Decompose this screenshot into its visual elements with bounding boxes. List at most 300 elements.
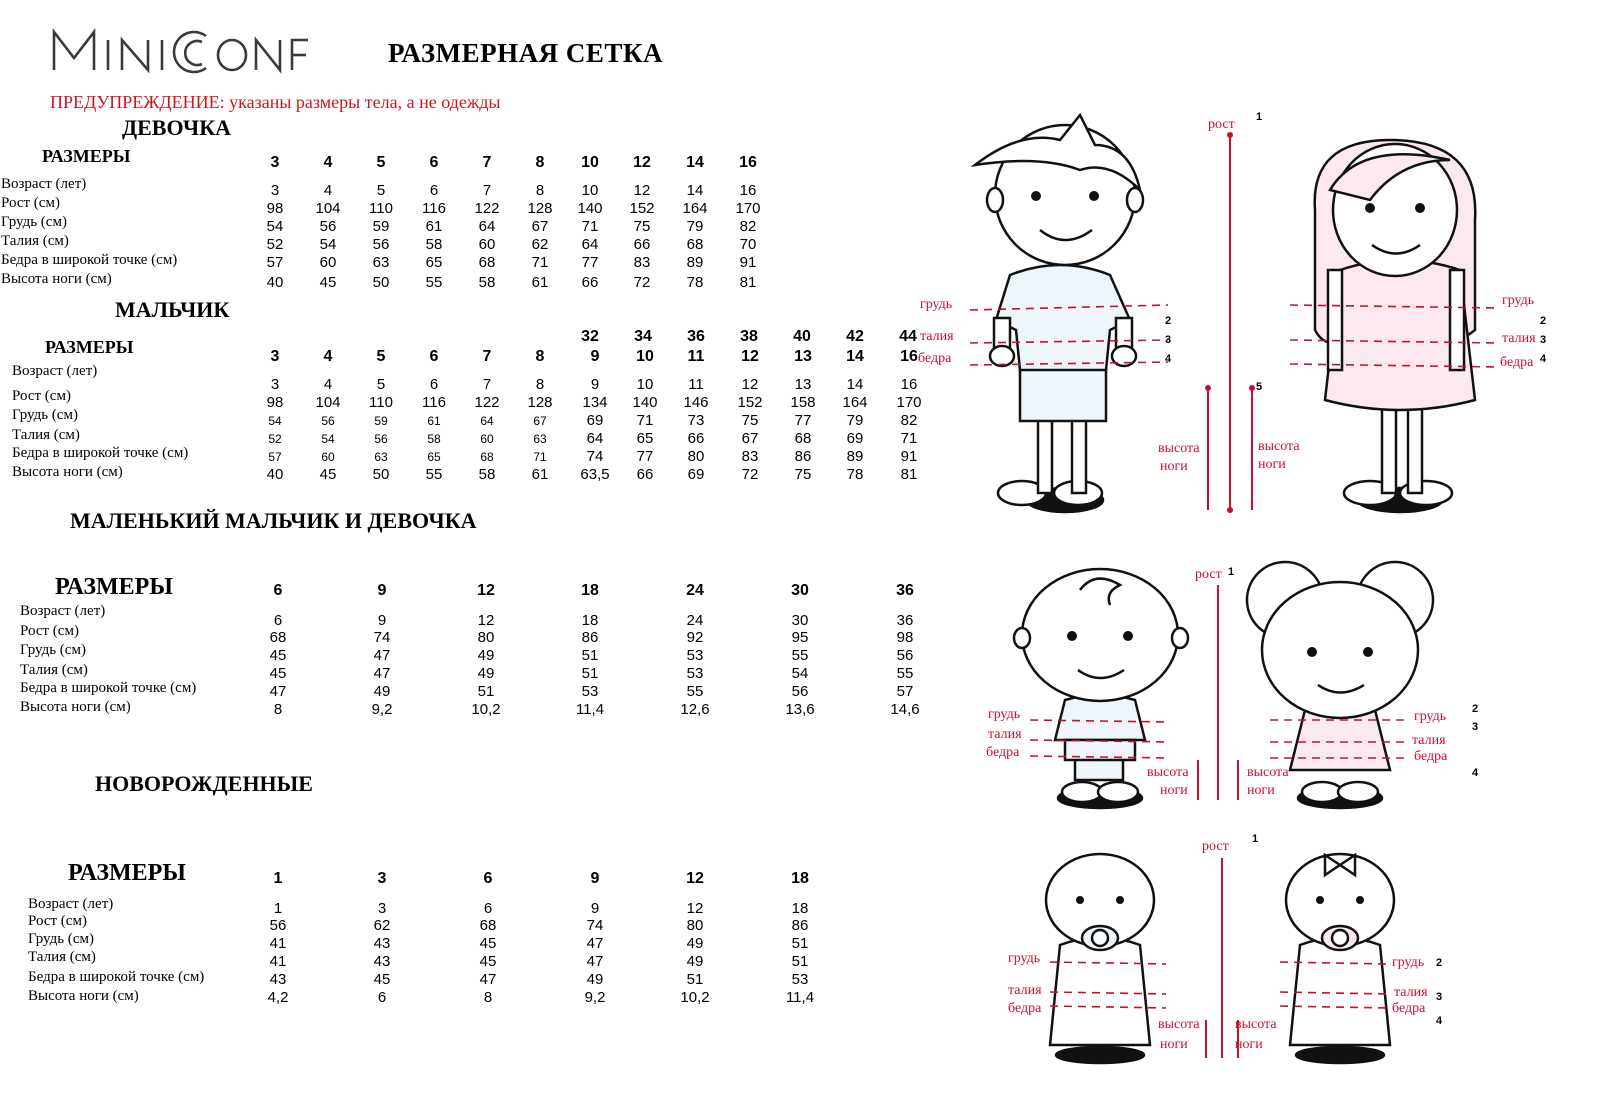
girl-cell-4-5: 71 <box>531 254 549 271</box>
kids-cell-0-3: 18 <box>581 612 599 629</box>
label-waist-1: талия <box>920 329 954 344</box>
boy-cell-2-5: 67 <box>533 414 547 428</box>
label-chest-3: грудь <box>988 707 1021 722</box>
boy-header-1: 4 <box>323 348 333 365</box>
boy-cell-1-0: 98 <box>266 394 284 411</box>
girl-cell-0-4: 7 <box>482 182 492 199</box>
boy-row-label-1: Рост (см) <box>12 388 71 404</box>
girl-cell-4-6: 77 <box>581 254 599 271</box>
boy-cell-1-3: 116 <box>422 394 446 411</box>
newborn-header-0: 1 <box>273 870 283 887</box>
girl-cell-1-6: 140 <box>577 200 603 217</box>
girl-header-6: 10 <box>581 154 599 171</box>
girl-cell-1-7: 152 <box>629 200 655 217</box>
boy-cell-4-3: 65 <box>427 450 441 464</box>
newborn-row-label-0: Возраст (лет) <box>28 896 114 912</box>
kids-row-label-5: Высота ноги (см) <box>20 699 131 715</box>
newborn-cell-2-5: 51 <box>791 935 809 952</box>
kids-cell-0-1: 9 <box>377 612 387 629</box>
girl-cell-4-1: 60 <box>319 254 337 271</box>
boy-row-label-3: Талия (см) <box>12 427 80 443</box>
newborn-boy-icon <box>1046 854 1154 1063</box>
boy-row-label-2: Грудь (см) <box>12 407 78 423</box>
girl-cell-0-9: 16 <box>739 182 757 199</box>
boy-cell-4-12: 91 <box>900 448 918 465</box>
boy-cell-0-2: 5 <box>376 376 386 393</box>
girl-cell-1-4: 122 <box>474 200 500 217</box>
girl-cell-5-2: 50 <box>372 274 390 291</box>
boy-header-top-5: 42 <box>846 328 864 345</box>
kids-cell-4-4: 55 <box>686 683 704 700</box>
girl-cell-3-1: 54 <box>319 236 337 253</box>
boy-cell-1-10: 158 <box>790 394 816 411</box>
kids-cell-2-4: 53 <box>686 647 704 664</box>
boy-cell-4-4: 68 <box>480 450 494 464</box>
girl-cell-1-1: 104 <box>315 200 341 217</box>
newborn-cell-3-0: 41 <box>269 953 287 970</box>
kids-cell-4-5: 56 <box>791 683 809 700</box>
newborn-header-3: 9 <box>590 870 600 887</box>
kids-cell-2-3: 51 <box>581 647 599 664</box>
boy-cell-0-11: 14 <box>846 376 864 393</box>
boy-cell-3-6: 64 <box>586 430 604 447</box>
kids-row-label-2: Грудь (см) <box>20 642 86 658</box>
boy-cell-0-0: 3 <box>270 376 280 393</box>
kids-header-5: 30 <box>791 582 809 599</box>
boy-header-7: 10 <box>636 348 654 365</box>
girl-cell-1-8: 164 <box>682 200 708 217</box>
label-leg-3d: ноги <box>1235 1037 1263 1052</box>
num-2c: 2 <box>1472 703 1479 715</box>
newborn-header-4: 12 <box>686 870 704 887</box>
girl-cell-0-5: 8 <box>535 182 545 199</box>
kids-cell-4-1: 49 <box>373 683 391 700</box>
girl-row-label-4: Бедра в широкой точке (см) <box>1 252 178 268</box>
kids-row-label-1: Рост (см) <box>20 623 79 639</box>
newborn-cell-3-1: 43 <box>373 953 391 970</box>
boy-cell-5-8: 69 <box>687 466 705 483</box>
label-height-2: рост <box>1195 567 1222 582</box>
newborn-row-label-2: Грудь (см) <box>28 931 94 947</box>
label-hips-1: бедра <box>918 351 952 366</box>
label-hips-4: бедра <box>1414 749 1448 764</box>
boy-cell-4-11: 89 <box>846 448 864 465</box>
boy-cell-3-11: 69 <box>846 430 864 447</box>
girl-header-9: 16 <box>739 154 757 171</box>
boy-cell-1-11: 164 <box>842 394 868 411</box>
boy-header-0: 3 <box>270 348 280 365</box>
boy-header-top-3: 38 <box>740 328 758 345</box>
num-4b: 4 <box>1540 353 1547 365</box>
girl-cell-2-3: 61 <box>425 218 443 235</box>
kids-header-4: 24 <box>686 582 704 599</box>
boy-cell-3-12: 71 <box>900 430 918 447</box>
boy-cell-0-7: 10 <box>636 376 654 393</box>
boy-cell-4-2: 63 <box>374 450 388 464</box>
label-leg-3a: высота <box>1158 1017 1200 1032</box>
boy-cell-3-10: 68 <box>794 430 812 447</box>
boy-cell-0-4: 7 <box>482 376 492 393</box>
boy-cell-5-9: 72 <box>741 466 759 483</box>
newborn-cell-4-4: 51 <box>686 971 704 988</box>
newborn-cell-3-5: 51 <box>791 953 809 970</box>
boy-cell-2-7: 71 <box>636 412 654 429</box>
boy-cell-5-11: 78 <box>846 466 864 483</box>
kids-cell-3-5: 54 <box>791 665 809 682</box>
girl-cell-3-4: 60 <box>478 236 496 253</box>
girl-cell-0-2: 5 <box>376 182 386 199</box>
newborn-cell-1-4: 80 <box>686 917 704 934</box>
kids-cell-1-3: 86 <box>581 629 599 646</box>
boy-cell-4-7: 77 <box>636 448 654 465</box>
boy-header-top-2: 36 <box>687 328 705 345</box>
kids-cell-4-6: 57 <box>896 683 914 700</box>
boy-figure-icon <box>975 115 1143 512</box>
boy-header-4: 7 <box>482 348 492 365</box>
newborn-cell-2-1: 43 <box>373 935 391 952</box>
boy-sizes-label: РАЗМЕРЫ <box>45 337 134 357</box>
label-leg-1a: высота <box>1158 441 1200 456</box>
girl-cell-2-7: 75 <box>633 218 651 235</box>
newborn-cell-5-3: 9,2 <box>584 989 606 1006</box>
kids-sizes-label: РАЗМЕРЫ <box>55 574 173 600</box>
label-hips-5: бедра <box>1008 1001 1042 1016</box>
boy-header-top-0: 32 <box>581 328 599 345</box>
girl-cell-0-0: 3 <box>270 182 280 199</box>
boy-cell-1-7: 140 <box>632 394 658 411</box>
boy-cell-1-6: 134 <box>582 394 608 411</box>
boy-cell-0-6: 9 <box>590 376 600 393</box>
label-height-1: рост <box>1208 117 1235 132</box>
boy-cell-0-8: 11 <box>688 376 704 393</box>
boy-cell-3-9: 67 <box>741 430 759 447</box>
girl-cell-2-4: 64 <box>478 218 496 235</box>
newborn-cell-3-3: 47 <box>586 953 604 970</box>
num-4c: 4 <box>1472 767 1479 779</box>
kids-cell-5-6: 14,6 <box>890 701 920 718</box>
kids-cell-1-0: 68 <box>269 629 287 646</box>
label-height-3: рост <box>1202 839 1229 854</box>
boy-cell-5-5: 61 <box>531 466 549 483</box>
num-2a: 2 <box>1165 315 1172 327</box>
kids-cell-5-4: 12,6 <box>680 701 710 718</box>
boy-cell-5-2: 50 <box>372 466 390 483</box>
girl-header-4: 7 <box>482 154 492 171</box>
kids-cell-5-2: 10,2 <box>471 701 501 718</box>
girl-cell-0-7: 12 <box>633 182 651 199</box>
girl-cell-5-3: 55 <box>425 274 443 291</box>
boy-row-label-4: Бедра в широкой точке (см) <box>12 445 189 461</box>
num-1b: 1 <box>1228 566 1235 578</box>
boy-cell-2-12: 82 <box>900 412 918 429</box>
num-2d: 2 <box>1436 957 1443 969</box>
girl-cell-4-9: 91 <box>739 254 757 271</box>
newborn-cell-3-4: 49 <box>686 953 704 970</box>
girl-header-8: 14 <box>686 154 704 171</box>
label-leg-2c: высота <box>1247 765 1289 780</box>
label-leg-2a: высота <box>1147 765 1189 780</box>
boy-header-6: 9 <box>590 348 600 365</box>
newborn-cell-4-2: 47 <box>479 971 497 988</box>
kids-cell-3-0: 45 <box>269 665 287 682</box>
boy-cell-0-10: 13 <box>794 376 812 393</box>
girl-figure-icon <box>1315 140 1476 512</box>
newborn-cell-2-2: 45 <box>479 935 497 952</box>
girl-header-1: 4 <box>323 154 333 171</box>
kids-cell-5-0: 8 <box>273 701 283 718</box>
kids-cell-0-5: 30 <box>791 612 809 629</box>
girl-cell-3-3: 58 <box>425 236 443 253</box>
girl-header-2: 5 <box>376 154 386 171</box>
kids-cell-4-2: 51 <box>477 683 495 700</box>
boy-header-top-6: 44 <box>899 328 917 345</box>
newborn-cell-2-4: 49 <box>686 935 704 952</box>
boy-cell-2-9: 75 <box>741 412 759 429</box>
girl-cell-2-6: 71 <box>581 218 599 235</box>
girl-row-label-1: Рост (см) <box>1 195 60 211</box>
warning-note: ПРЕДУПРЕЖДЕНИЕ: указаны размеры тела, а не одежды <box>50 92 501 112</box>
girl-cell-1-2: 110 <box>369 200 393 217</box>
label-leg-3b: ноги <box>1160 1037 1188 1052</box>
girl-cell-5-5: 61 <box>531 274 549 291</box>
boy-cell-2-11: 79 <box>846 412 864 429</box>
kids-cell-2-0: 45 <box>269 647 287 664</box>
newborn-header-1: 3 <box>377 870 387 887</box>
label-waist-3: талия <box>988 727 1022 742</box>
girl-cell-5-4: 58 <box>478 274 496 291</box>
boy-cell-3-5: 63 <box>533 432 547 446</box>
label-waist-6: талия <box>1394 985 1428 1000</box>
kids-cell-5-5: 13,6 <box>785 701 815 718</box>
newborn-cell-5-4: 10,2 <box>680 989 710 1006</box>
label-waist-5: талия <box>1008 983 1042 998</box>
newborn-row-label-1: Рост (см) <box>28 913 87 929</box>
newborn-cell-4-3: 49 <box>586 971 604 988</box>
kids-cell-5-1: 9,2 <box>371 701 393 718</box>
label-leg-2b: ноги <box>1160 783 1188 798</box>
newborn-row-label-3: Талия (см) <box>28 949 96 965</box>
kids-header-0: 6 <box>273 582 283 599</box>
newborn-girl-icon <box>1286 854 1394 1063</box>
kids-cell-2-5: 55 <box>791 647 809 664</box>
newborn-sizes-label: РАЗМЕРЫ <box>68 860 186 886</box>
kids-cell-0-4: 24 <box>686 612 704 629</box>
label-waist-2: талия <box>1502 331 1536 346</box>
girl-cell-4-8: 89 <box>686 254 704 271</box>
num-3d: 3 <box>1436 991 1443 1003</box>
newborn-cell-4-5: 53 <box>791 971 809 988</box>
label-chest-4: грудь <box>1414 709 1447 724</box>
girl-cell-1-9: 170 <box>735 200 761 217</box>
kids-cell-3-6: 55 <box>896 665 914 682</box>
boy-header-10: 13 <box>794 348 812 365</box>
label-waist-4: талия <box>1412 733 1446 748</box>
boy-cell-3-2: 56 <box>374 432 388 446</box>
measurement-illustrations <box>918 100 1590 1090</box>
boy-cell-4-9: 83 <box>741 448 759 465</box>
boy-cell-1-12: 170 <box>896 394 922 411</box>
newborn-row-label-4: Бедра в широкой точке (см) <box>28 969 205 985</box>
newborn-cell-5-5: 11,4 <box>785 989 815 1006</box>
boy-cell-3-7: 65 <box>636 430 654 447</box>
girl-header-7: 12 <box>633 154 651 171</box>
boy-cell-3-4: 60 <box>480 432 494 446</box>
girl-cell-1-0: 98 <box>266 200 284 217</box>
boy-cell-0-1: 4 <box>323 376 333 393</box>
boy-cell-1-9: 152 <box>737 394 763 411</box>
boy-cell-2-0: 54 <box>268 414 282 428</box>
newborn-header-5: 18 <box>791 870 809 887</box>
newborn-cell-0-0: 1 <box>273 900 283 917</box>
boy-cell-5-3: 55 <box>425 466 443 483</box>
girl-row-label-5: Высота ноги (см) <box>1 271 112 287</box>
kids-cell-5-3: 11,4 <box>575 701 605 718</box>
newborn-cell-5-1: 6 <box>377 989 387 1006</box>
boy-cell-1-1: 104 <box>315 394 341 411</box>
boy-header-3: 6 <box>429 348 439 365</box>
girl-cell-0-1: 4 <box>323 182 333 199</box>
kids-cell-2-1: 47 <box>373 647 391 664</box>
num-4a: 4 <box>1165 353 1172 365</box>
newborn-cell-0-4: 12 <box>686 900 704 917</box>
newborn-cell-1-5: 86 <box>791 917 809 934</box>
num-1a: 1 <box>1256 111 1263 123</box>
page-title: РАЗМЕРНАЯ СЕТКА <box>388 38 663 68</box>
boy-header-5: 8 <box>535 348 545 365</box>
boy-cell-1-8: 146 <box>683 394 709 411</box>
kids-cell-0-2: 12 <box>477 612 495 629</box>
kids-cell-1-5: 95 <box>791 629 809 646</box>
boy-cell-4-10: 86 <box>794 448 812 465</box>
label-leg-1d: ноги <box>1258 457 1286 472</box>
girl-cell-5-6: 66 <box>581 274 599 291</box>
boy-header-top-4: 40 <box>793 328 811 345</box>
boy-cell-4-1: 60 <box>321 450 335 464</box>
num-3b: 3 <box>1540 334 1547 346</box>
newborn-cell-1-1: 62 <box>373 917 391 934</box>
girl-cell-2-1: 56 <box>319 218 337 235</box>
girl-row-label-0: Возраст (лет) <box>1 176 87 192</box>
girl-header-0: 3 <box>270 154 280 171</box>
girl-cell-5-1: 45 <box>319 274 337 291</box>
boy-cell-3-8: 66 <box>687 430 705 447</box>
boy-header-11: 14 <box>846 348 864 365</box>
label-hips-3: бедра <box>986 745 1020 760</box>
newborn-cell-5-2: 8 <box>483 989 493 1006</box>
label-chest-6: грудь <box>1392 955 1425 970</box>
boy-cell-4-6: 74 <box>586 448 604 465</box>
boy-cell-2-10: 77 <box>794 412 812 429</box>
newborn-cell-2-0: 41 <box>269 935 287 952</box>
kids-cell-1-4: 92 <box>686 629 704 646</box>
girl-cell-4-4: 68 <box>478 254 496 271</box>
label-hips-6: бедра <box>1392 1001 1426 1016</box>
kids-cell-3-2: 49 <box>477 665 495 682</box>
girl-sizes-label: РАЗМЕРЫ <box>42 146 131 166</box>
boy-cell-2-2: 59 <box>374 414 388 428</box>
boy-cell-3-3: 58 <box>427 432 441 446</box>
boy-section-title: МАЛЬЧИК <box>115 297 230 322</box>
label-leg-3c: высота <box>1235 1017 1277 1032</box>
kids-row-label-0: Возраст (лет) <box>20 603 106 619</box>
newborn-cell-4-1: 45 <box>373 971 391 988</box>
newborn-row-label-5: Высота ноги (см) <box>28 988 139 1004</box>
girl-header-5: 8 <box>535 154 545 171</box>
boy-cell-0-12: 16 <box>900 376 918 393</box>
label-leg-1c: высота <box>1258 439 1300 454</box>
label-leg-1b: ноги <box>1160 459 1188 474</box>
num-3a: 3 <box>1165 334 1172 346</box>
boy-cell-4-5: 71 <box>533 450 547 464</box>
boy-cell-5-4: 58 <box>478 466 496 483</box>
girl-row-label-3: Талия (см) <box>1 233 69 249</box>
boy-cell-2-4: 64 <box>480 414 494 428</box>
newborn-cell-0-1: 3 <box>377 900 387 917</box>
label-chest-1: грудь <box>920 297 953 312</box>
kids-cell-1-1: 74 <box>373 629 391 646</box>
newborn-cell-0-3: 9 <box>590 900 600 917</box>
kids-cell-2-6: 56 <box>896 647 914 664</box>
kids-section-title: МАЛЕНЬКИЙ МАЛЬЧИК И ДЕВОЧКА <box>70 508 477 533</box>
girl-cell-5-9: 81 <box>739 274 757 291</box>
boy-cell-5-10: 75 <box>794 466 812 483</box>
boy-cell-5-0: 40 <box>266 466 284 483</box>
boy-cell-1-2: 110 <box>369 394 393 411</box>
label-leg-2d: ноги <box>1247 783 1275 798</box>
girl-cell-3-6: 64 <box>581 236 599 253</box>
kids-cell-0-0: 6 <box>273 612 283 629</box>
kids-cell-1-6: 98 <box>896 629 914 646</box>
num-2b: 2 <box>1540 315 1547 327</box>
girl-cell-0-3: 6 <box>429 182 439 199</box>
girl-cell-3-0: 52 <box>266 236 284 253</box>
boy-cell-1-4: 122 <box>474 394 500 411</box>
girl-cell-1-5: 128 <box>527 200 553 217</box>
kids-cell-3-4: 53 <box>686 665 704 682</box>
label-chest-2: грудь <box>1502 293 1535 308</box>
boy-cell-2-8: 73 <box>687 412 705 429</box>
kids-header-2: 12 <box>477 582 495 599</box>
girl-cell-4-0: 57 <box>266 254 284 271</box>
boy-cell-5-1: 45 <box>319 466 337 483</box>
girl-cell-4-2: 63 <box>372 254 390 271</box>
label-hips-2: бедра <box>1500 355 1534 370</box>
num-1c: 1 <box>1252 833 1259 845</box>
kids-cell-0-6: 36 <box>896 612 914 629</box>
newborn-cell-1-2: 68 <box>479 917 497 934</box>
girl-cell-5-7: 72 <box>633 274 651 291</box>
newborn-cell-0-5: 18 <box>791 900 809 917</box>
girl-cell-4-3: 65 <box>425 254 443 271</box>
girl-cell-2-8: 79 <box>686 218 704 235</box>
boy-cell-5-7: 66 <box>636 466 654 483</box>
kids-header-6: 36 <box>896 582 914 599</box>
boy-cell-4-0: 57 <box>268 450 282 464</box>
boy-cell-2-3: 61 <box>427 414 441 428</box>
newborn-cell-5-0: 4,2 <box>267 989 289 1006</box>
girl-cell-3-9: 70 <box>739 236 757 253</box>
newborn-cell-1-3: 74 <box>586 917 604 934</box>
kids-cell-1-2: 80 <box>477 629 495 646</box>
brand-logo <box>52 26 312 74</box>
kids-cell-4-0: 47 <box>269 683 287 700</box>
newborn-cell-3-2: 45 <box>479 953 497 970</box>
girl-cell-3-7: 66 <box>633 236 651 253</box>
girl-cell-3-5: 62 <box>531 236 549 253</box>
girl-cell-4-7: 83 <box>633 254 651 271</box>
newborn-section-title: НОВОРОЖДЕННЫЕ <box>95 771 313 796</box>
kids-cell-4-3: 53 <box>581 683 599 700</box>
